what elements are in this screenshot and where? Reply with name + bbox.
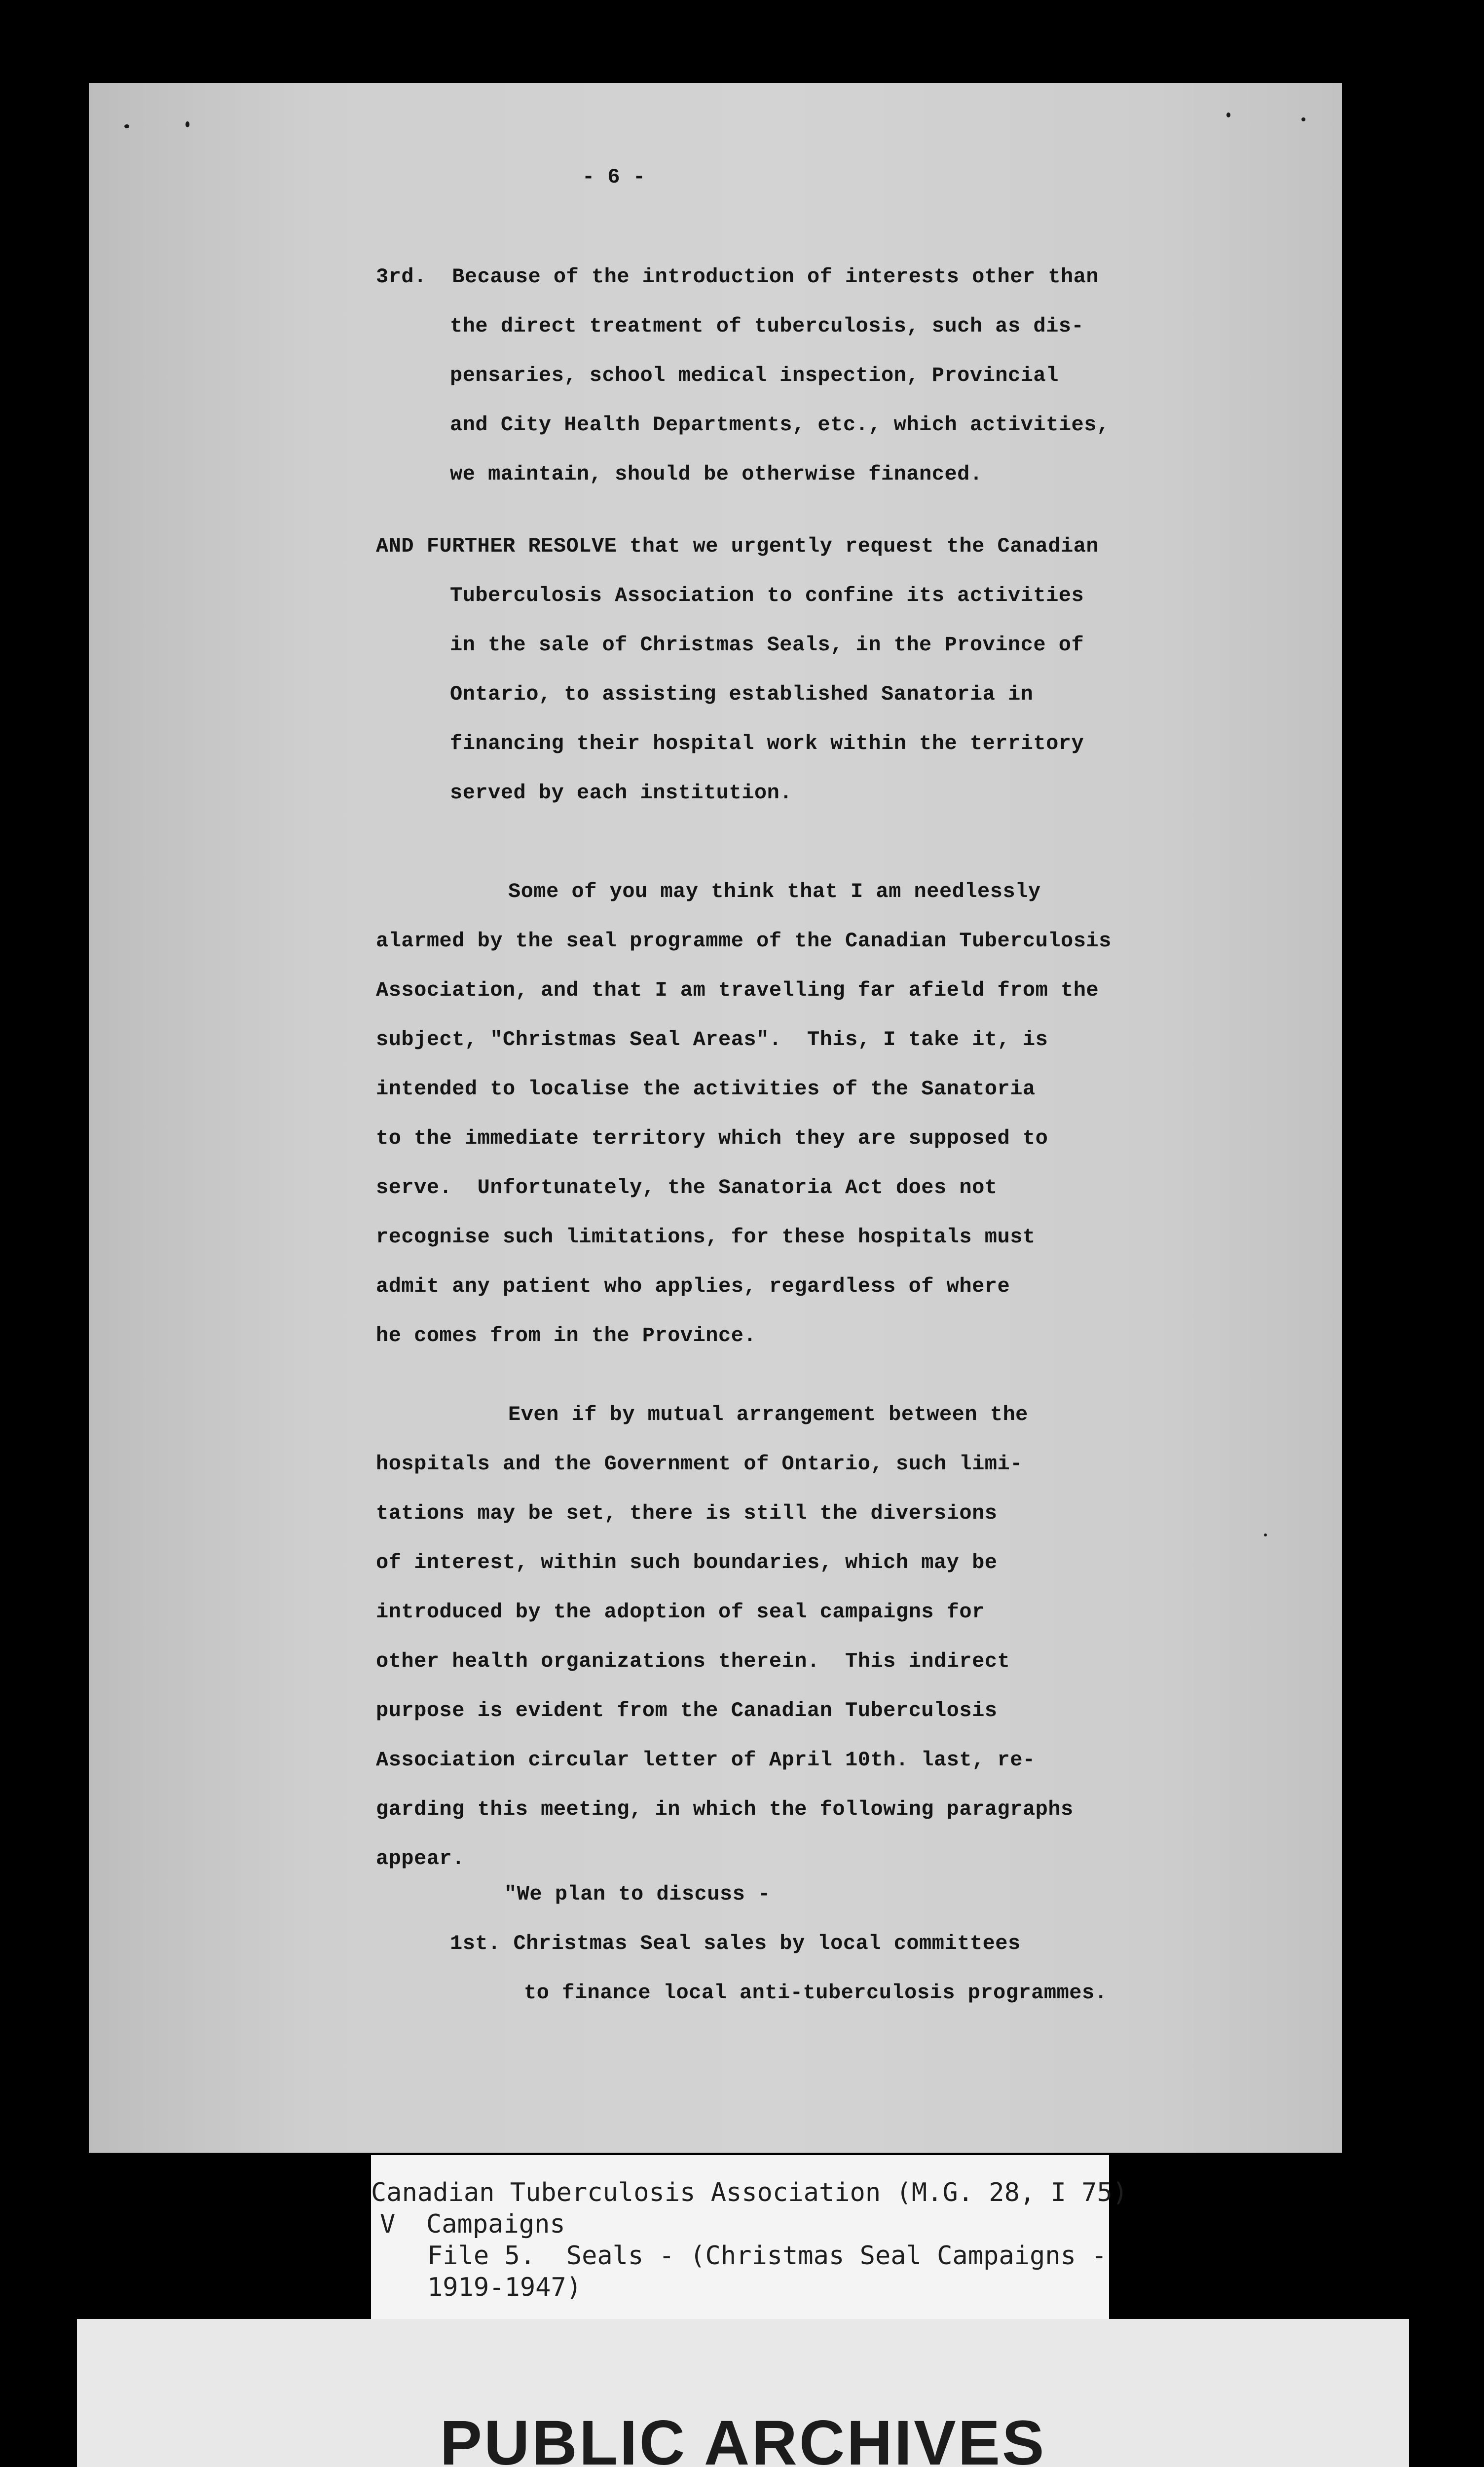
scan-speck xyxy=(1226,112,1230,117)
page-number: - 6 - xyxy=(582,165,646,189)
label-series-line: V Campaigns xyxy=(380,2209,565,2239)
scan-speck xyxy=(1264,1533,1267,1536)
paragraph-1-line: subject, "Christmas Seal Areas". This, I take it, is xyxy=(376,1028,1048,1051)
clause-3rd-line: the direct treatment of tuberculosis, such as dis- xyxy=(450,314,1084,338)
label-dates-line: 1919-1947) xyxy=(427,2273,582,2302)
quote-line: 1st. Christmas Seal sales by local committees xyxy=(450,1932,1021,1955)
scan-speck xyxy=(124,124,129,128)
document-page xyxy=(89,83,1342,2153)
paragraph-2-line: tations may be set, there is still the diversions xyxy=(376,1501,998,1525)
quote-line: to finance local anti-tuberculosis programmes. xyxy=(524,1981,1108,2005)
further-resolve-line: Tuberculosis Association to confine its activities xyxy=(450,584,1084,607)
paragraph-1-line: serve. Unfortunately, the Sanatoria Act does not xyxy=(376,1176,998,1199)
further-resolve-line: in the sale of Christmas Seals, in the Province of xyxy=(450,633,1084,657)
archives-banner xyxy=(77,2319,1409,2467)
paragraph-2-line: garding this meeting, in which the following paragraphs xyxy=(376,1797,1074,1821)
paragraph-2-line: hospitals and the Government of Ontario, such limi- xyxy=(376,1452,1023,1476)
paragraph-1-line: recognise such limitations, for these hospitals must xyxy=(376,1225,1036,1249)
clause-3rd-line: 3rd. Because of the introduction of interests other than xyxy=(376,265,1099,289)
paragraph-2-line: appear. xyxy=(376,1847,465,1870)
paragraph-1-line: intended to localise the activities of the Sanatoria xyxy=(376,1077,1036,1101)
paragraph-2-line: introduced by the adoption of seal campaigns for xyxy=(376,1600,985,1624)
paragraph-2-line: purpose is evident from the Canadian Tuberculosis xyxy=(376,1699,998,1722)
further-resolve-line: AND FURTHER RESOLVE that we urgently request the Canadian xyxy=(376,534,1099,558)
clause-3rd-line: pensaries, school medical inspection, Provincial xyxy=(450,364,1059,387)
paragraph-1-line: to the immediate territory which they are supposed to xyxy=(376,1126,1048,1150)
further-resolve-line: served by each institution. xyxy=(450,781,793,805)
paragraph-2-line: other health organizations therein. This indirect xyxy=(376,1649,1010,1673)
paragraph-1-line: Some of you may think that I am needlessly xyxy=(508,880,1041,903)
paragraph-1-line: admit any patient who applies, regardless of where xyxy=(376,1274,1010,1298)
scan-speck xyxy=(1301,117,1305,121)
quote-line: "We plan to discuss - xyxy=(504,1882,771,1906)
further-resolve-line: financing their hospital work within the territory xyxy=(450,732,1084,755)
scan-speck xyxy=(186,121,189,127)
banner-english-title: PUBLIC ARCHIVES xyxy=(440,2408,1046,2467)
label-collection-line: Canadian Tuberculosis Association (M.G. 28, I 75) xyxy=(371,2178,1128,2207)
paragraph-1-line: he comes from in the Province. xyxy=(376,1324,757,1347)
paragraph-1-line: Association, and that I am travelling far afield from the xyxy=(376,978,1099,1002)
label-file-line: File 5. Seals - (Christmas Seal Campaigns - xyxy=(427,2241,1107,2271)
further-resolve-line: Ontario, to assisting established Sanatoria in xyxy=(450,682,1034,706)
paragraph-2-line: Association circular letter of April 10th. last, re- xyxy=(376,1748,1036,1772)
clause-3rd-line: we maintain, should be otherwise financed. xyxy=(450,462,983,486)
clause-3rd-line: and City Health Departments, etc., which activities, xyxy=(450,413,1110,437)
paragraph-1-line: alarmed by the seal programme of the Canadian Tuberculosis xyxy=(376,929,1112,953)
paragraph-2-line: Even if by mutual arrangement between the xyxy=(508,1403,1028,1426)
paragraph-2-line: of interest, within such boundaries, which may be xyxy=(376,1551,998,1574)
archive-reference-label xyxy=(371,2155,1128,2319)
